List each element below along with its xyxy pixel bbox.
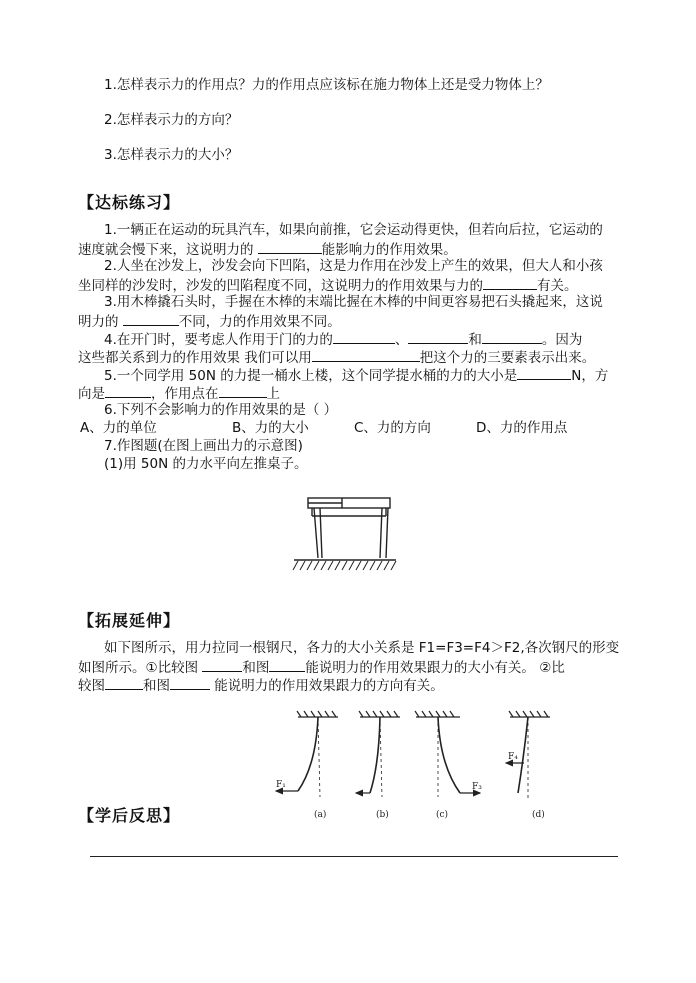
table-figure xyxy=(290,490,400,574)
option-a[interactable]: A、力的单位 xyxy=(80,420,157,436)
answer-blank[interactable] xyxy=(408,330,468,344)
practice-7: 7.作图题(在图上画出力的示意图) xyxy=(104,438,303,454)
figure-label-b: (b) xyxy=(376,810,389,820)
option-d[interactable]: D、力的作用点 xyxy=(476,420,568,436)
section-heading-extension: 【拓展延伸】 xyxy=(78,611,181,630)
option-b[interactable]: B、力的大小 xyxy=(232,420,309,436)
practice-2-line1: 2.人坐在沙发上，沙发会向下凹陷，这是力作用在沙发上产生的效果，但大人和小孩 xyxy=(104,258,603,274)
section-heading-reflection: 【学后反思】 xyxy=(78,806,181,825)
practice-6: 6.下列不会影响力的作用效果的是（ ） xyxy=(104,402,338,418)
force-label-f3: F₃ xyxy=(472,782,482,792)
extension-line2: 如图所示。①比较图 和图 能说明力的作用效果跟力的大小有关。 ②比 xyxy=(78,660,565,676)
force-label-f4: F₄ xyxy=(508,752,518,762)
steel-ruler-figure xyxy=(268,705,558,835)
answer-blank[interactable] xyxy=(312,348,420,362)
answer-blank[interactable] xyxy=(258,240,322,254)
practice-3-line1: 3.用木棒撬石头时，手握在木棒的末端比握在木棒的中间更容易把石头撬起来，这说 xyxy=(104,294,603,310)
answer-blank[interactable] xyxy=(333,330,395,344)
answer-blank[interactable] xyxy=(105,384,151,398)
ruler-figure-c xyxy=(415,711,480,797)
ruler-figure-b xyxy=(356,711,400,797)
practice-1-line2: 速度就会慢下来，这说明力的 能影响力的作用效果。 xyxy=(78,242,457,258)
practice-7-sub: (1)用 50N 的力水平向左推桌子。 xyxy=(104,456,308,472)
answer-blank[interactable] xyxy=(123,312,179,326)
practice-3-line2: 明力的 不同，力的作用效果不同。 xyxy=(78,314,341,330)
practice-4-line2: 这些都关系到力的作用效果 我们可以用 把这个力的三要素表示出来。 xyxy=(78,350,596,366)
practice-2-line2: 坐同样的沙发时，沙发的凹陷程度不同，这说明力的作用效果与力的 有关。 xyxy=(78,278,578,294)
extension-line3: 较图 和图 能说明力的作用效果跟力的方向有关。 xyxy=(78,678,444,694)
question-3: 3.怎样表示力的大小？ xyxy=(104,147,239,163)
figure-label-a: (a) xyxy=(314,810,327,820)
option-c[interactable]: C、力的方向 xyxy=(354,420,431,436)
figure-label-d: (d) xyxy=(532,810,545,820)
practice-5-line1: 5.一个同学用 50N 的力提一桶水上楼，这个同学提水桶的力的大小是 N，方 xyxy=(104,368,609,384)
section-heading-practice: 【达标练习】 xyxy=(78,193,181,212)
force-label-f1: F₁ xyxy=(276,780,286,790)
extension-line1: 如下图所示，用力拉同一根钢尺，各力的大小关系是 F1=F3=F4＞F2,各次钢尺的形变 xyxy=(104,640,620,656)
practice-1-line1: 1.一辆正在运动的玩具汽车，如果向前推，它会运动得更快，但若向后拉，它运动的 xyxy=(104,222,603,238)
answer-blank[interactable] xyxy=(483,276,537,290)
practice-5-line2: 向是 ，作用点在 上 xyxy=(78,386,280,402)
practice-4-line1: 4.在开门时，要考虑人作用于门的力的 、 和 。因为 xyxy=(104,332,583,348)
answer-blank[interactable] xyxy=(170,676,210,690)
question-2: 2.怎样表示力的方向？ xyxy=(104,112,239,128)
answer-blank[interactable] xyxy=(482,330,542,344)
answer-blank[interactable] xyxy=(219,384,267,398)
divider-line xyxy=(90,856,618,857)
answer-blank[interactable] xyxy=(202,658,242,672)
figure-label-c: (c) xyxy=(436,810,449,820)
answer-blank[interactable] xyxy=(517,366,571,380)
answer-blank[interactable] xyxy=(105,676,143,690)
answer-blank[interactable] xyxy=(269,658,305,672)
question-1: 1.怎样表示力的作用点？力的作用点应该标在施力物体上还是受力物体上？ xyxy=(104,77,549,93)
